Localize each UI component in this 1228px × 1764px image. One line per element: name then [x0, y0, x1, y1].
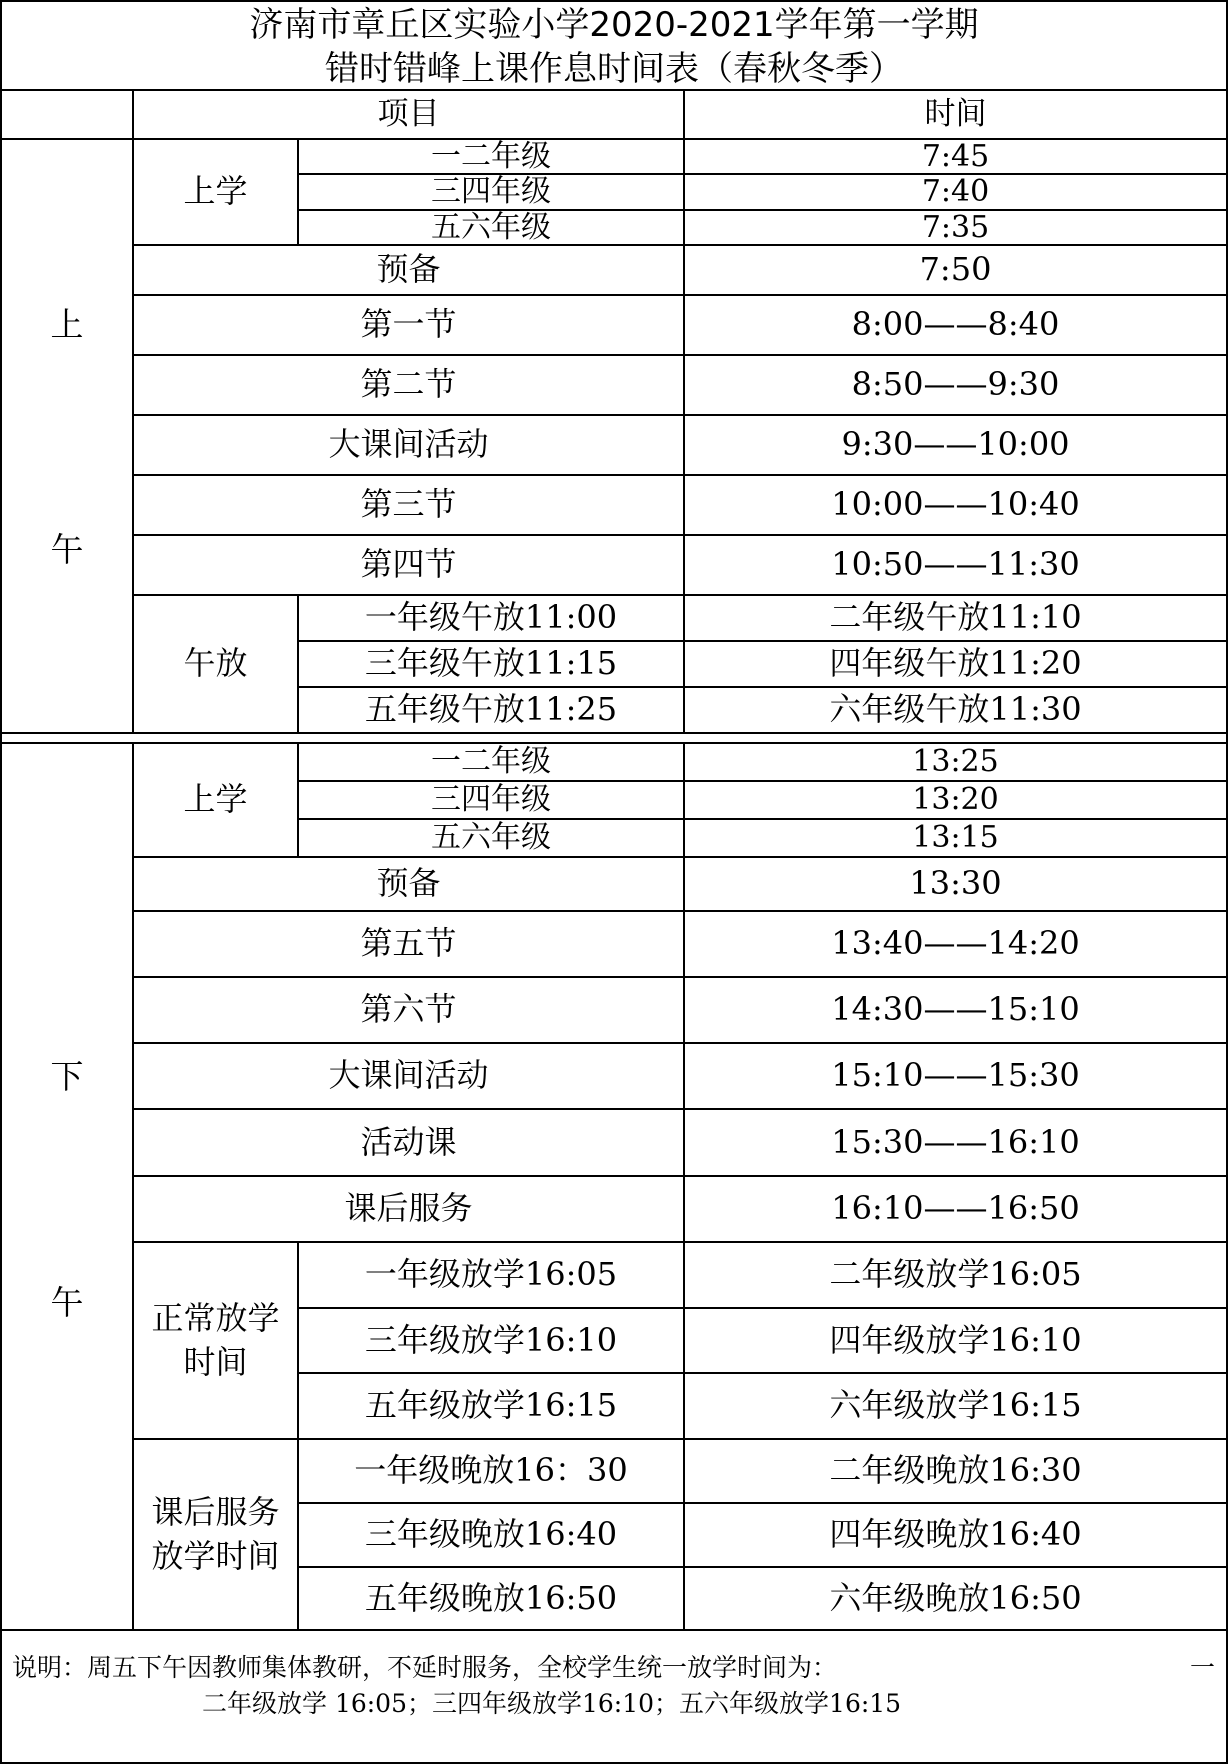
service-dismiss-label: [134, 1440, 297, 1629]
afternoon-item: 第五节: [360, 924, 457, 963]
afternoon-time: 14:30——15:10: [831, 990, 1080, 1029]
afternoon-item: 第六节: [360, 990, 457, 1029]
afternoon-time: 15:10——15:30: [831, 1056, 1080, 1095]
normal-dismiss-a: 五年级放学16:15: [364, 1386, 618, 1425]
normal-dismiss-label: [134, 1243, 297, 1438]
afternoon-time: 15:30——16:10: [831, 1122, 1080, 1161]
service-dismiss-a: 五年级晚放16:50: [364, 1578, 618, 1617]
morning-dismiss-label: 午放: [183, 644, 248, 683]
afternoon-label-top: 下: [50, 1056, 84, 1096]
morning-arrive-time: 7:45: [921, 140, 990, 173]
morning-time: 9:30——10:00: [841, 425, 1070, 464]
service-dismiss-label-line2: 放学时间: [151, 1536, 280, 1575]
morning-arrive-grade: 一二年级: [431, 140, 551, 173]
morning-item: 第二节: [360, 365, 457, 404]
morning-arrive-label: 上学: [183, 172, 248, 211]
note-line-1-tail: 一: [1190, 1653, 1216, 1682]
service-dismiss-b: 四年级晚放16:40: [829, 1515, 1082, 1554]
morning-time: 7:50: [919, 250, 992, 289]
morning-item: 第三节: [360, 485, 457, 524]
morning-time: 10:00——10:40: [831, 485, 1080, 524]
afternoon-item: 大课间活动: [328, 1056, 489, 1095]
service-dismiss-b: 六年级晚放16:50: [829, 1578, 1082, 1617]
normal-dismiss-b: 二年级放学16:05: [829, 1255, 1082, 1294]
morning-time: 10:50——11:30: [831, 545, 1080, 584]
morning-dismiss-a: 三年级午放11:15: [364, 644, 618, 683]
normal-dismiss-a: 三年级放学16:10: [364, 1320, 618, 1359]
morning-label-bottom: 午: [50, 529, 84, 569]
header-item: 项目: [377, 96, 440, 133]
morning-dismiss-b: 四年级午放11:20: [829, 644, 1082, 683]
morning-label-top: 上: [50, 304, 84, 344]
normal-dismiss-a: 一年级放学16:05: [364, 1255, 618, 1294]
afternoon-arrive-grade: 一二年级: [431, 744, 551, 780]
morning-bottom: [0, 732, 1228, 734]
afternoon-time: 16:10——16:50: [831, 1189, 1080, 1228]
note-line-1: 说明：周五下午因教师集体教研，不延时服务，全校学生统一放学时间为：: [12, 1653, 838, 1682]
afternoon-item: 活动课: [360, 1122, 457, 1161]
header-time: 时间: [924, 96, 987, 133]
normal-dismiss-b: 四年级放学16:10: [829, 1320, 1082, 1359]
morning-arrive-grade: 三四年级: [431, 175, 551, 209]
morning-time: 8:00——8:40: [851, 305, 1060, 344]
afternoon-arrive-time: 13:25: [912, 744, 999, 780]
border-top: [0, 0, 1228, 2]
afternoon-arrive-grade: 五六年级: [431, 820, 551, 856]
morning-item: 大课间活动: [328, 425, 489, 464]
morning-dismiss-a: 一年级午放11:00: [364, 598, 618, 637]
morning-arrive-time: 7:40: [921, 175, 990, 209]
afternoon-arrive-time: 13:20: [912, 782, 999, 818]
morning-arrive-time: 7:35: [921, 211, 990, 244]
title-line-2: 错时错峰上课作息时间表（春秋冬季）: [325, 48, 903, 89]
afternoon-time: 13:30: [909, 864, 1002, 903]
afternoon-arrive-grade: 三四年级: [431, 782, 551, 818]
afternoon-arrive-label: 上学: [183, 780, 248, 819]
morning-dismiss-b: 二年级午放11:10: [829, 598, 1082, 637]
normal-dismiss-label-line2: 时间: [183, 1342, 248, 1381]
service-dismiss-a: 一年级晚放16：30: [354, 1451, 628, 1490]
note-line-2: 二年级放学 16:05；三四年级放学16:10；五六年级放学16:15: [202, 1689, 902, 1718]
service-dismiss-label-line1: 课后服务: [151, 1492, 280, 1531]
morning-dismiss-b: 六年级午放11:30: [829, 690, 1082, 729]
morning-arrive-grade: 五六年级: [431, 211, 551, 244]
morning-dismiss-a: 五年级午放11:25: [364, 690, 618, 729]
service-dismiss-a: 三年级晚放16:40: [364, 1515, 618, 1554]
morning-time: 8:50——9:30: [851, 365, 1060, 404]
afternoon-arrive-time: 13:15: [912, 820, 999, 856]
table-bottom: [0, 1629, 1228, 1631]
afternoon-label-bottom: 午: [50, 1282, 84, 1322]
morning-item: 预备: [376, 250, 441, 289]
normal-dismiss-label-line1: 正常放学: [151, 1298, 280, 1337]
border-left: [0, 0, 2, 1764]
afternoon-time: 13:40——14:20: [831, 924, 1080, 963]
morning-item: 第四节: [360, 545, 457, 584]
afternoon-item: 课后服务: [344, 1189, 473, 1228]
title-line-1: 济南市章丘区实验小学2020-2021学年第一学期: [249, 4, 979, 45]
service-dismiss-b: 二年级晚放16:30: [829, 1451, 1082, 1490]
normal-dismiss-b: 六年级放学16:15: [829, 1386, 1082, 1425]
morning-item: 第一节: [360, 305, 457, 344]
afternoon-item: 预备: [376, 864, 441, 903]
